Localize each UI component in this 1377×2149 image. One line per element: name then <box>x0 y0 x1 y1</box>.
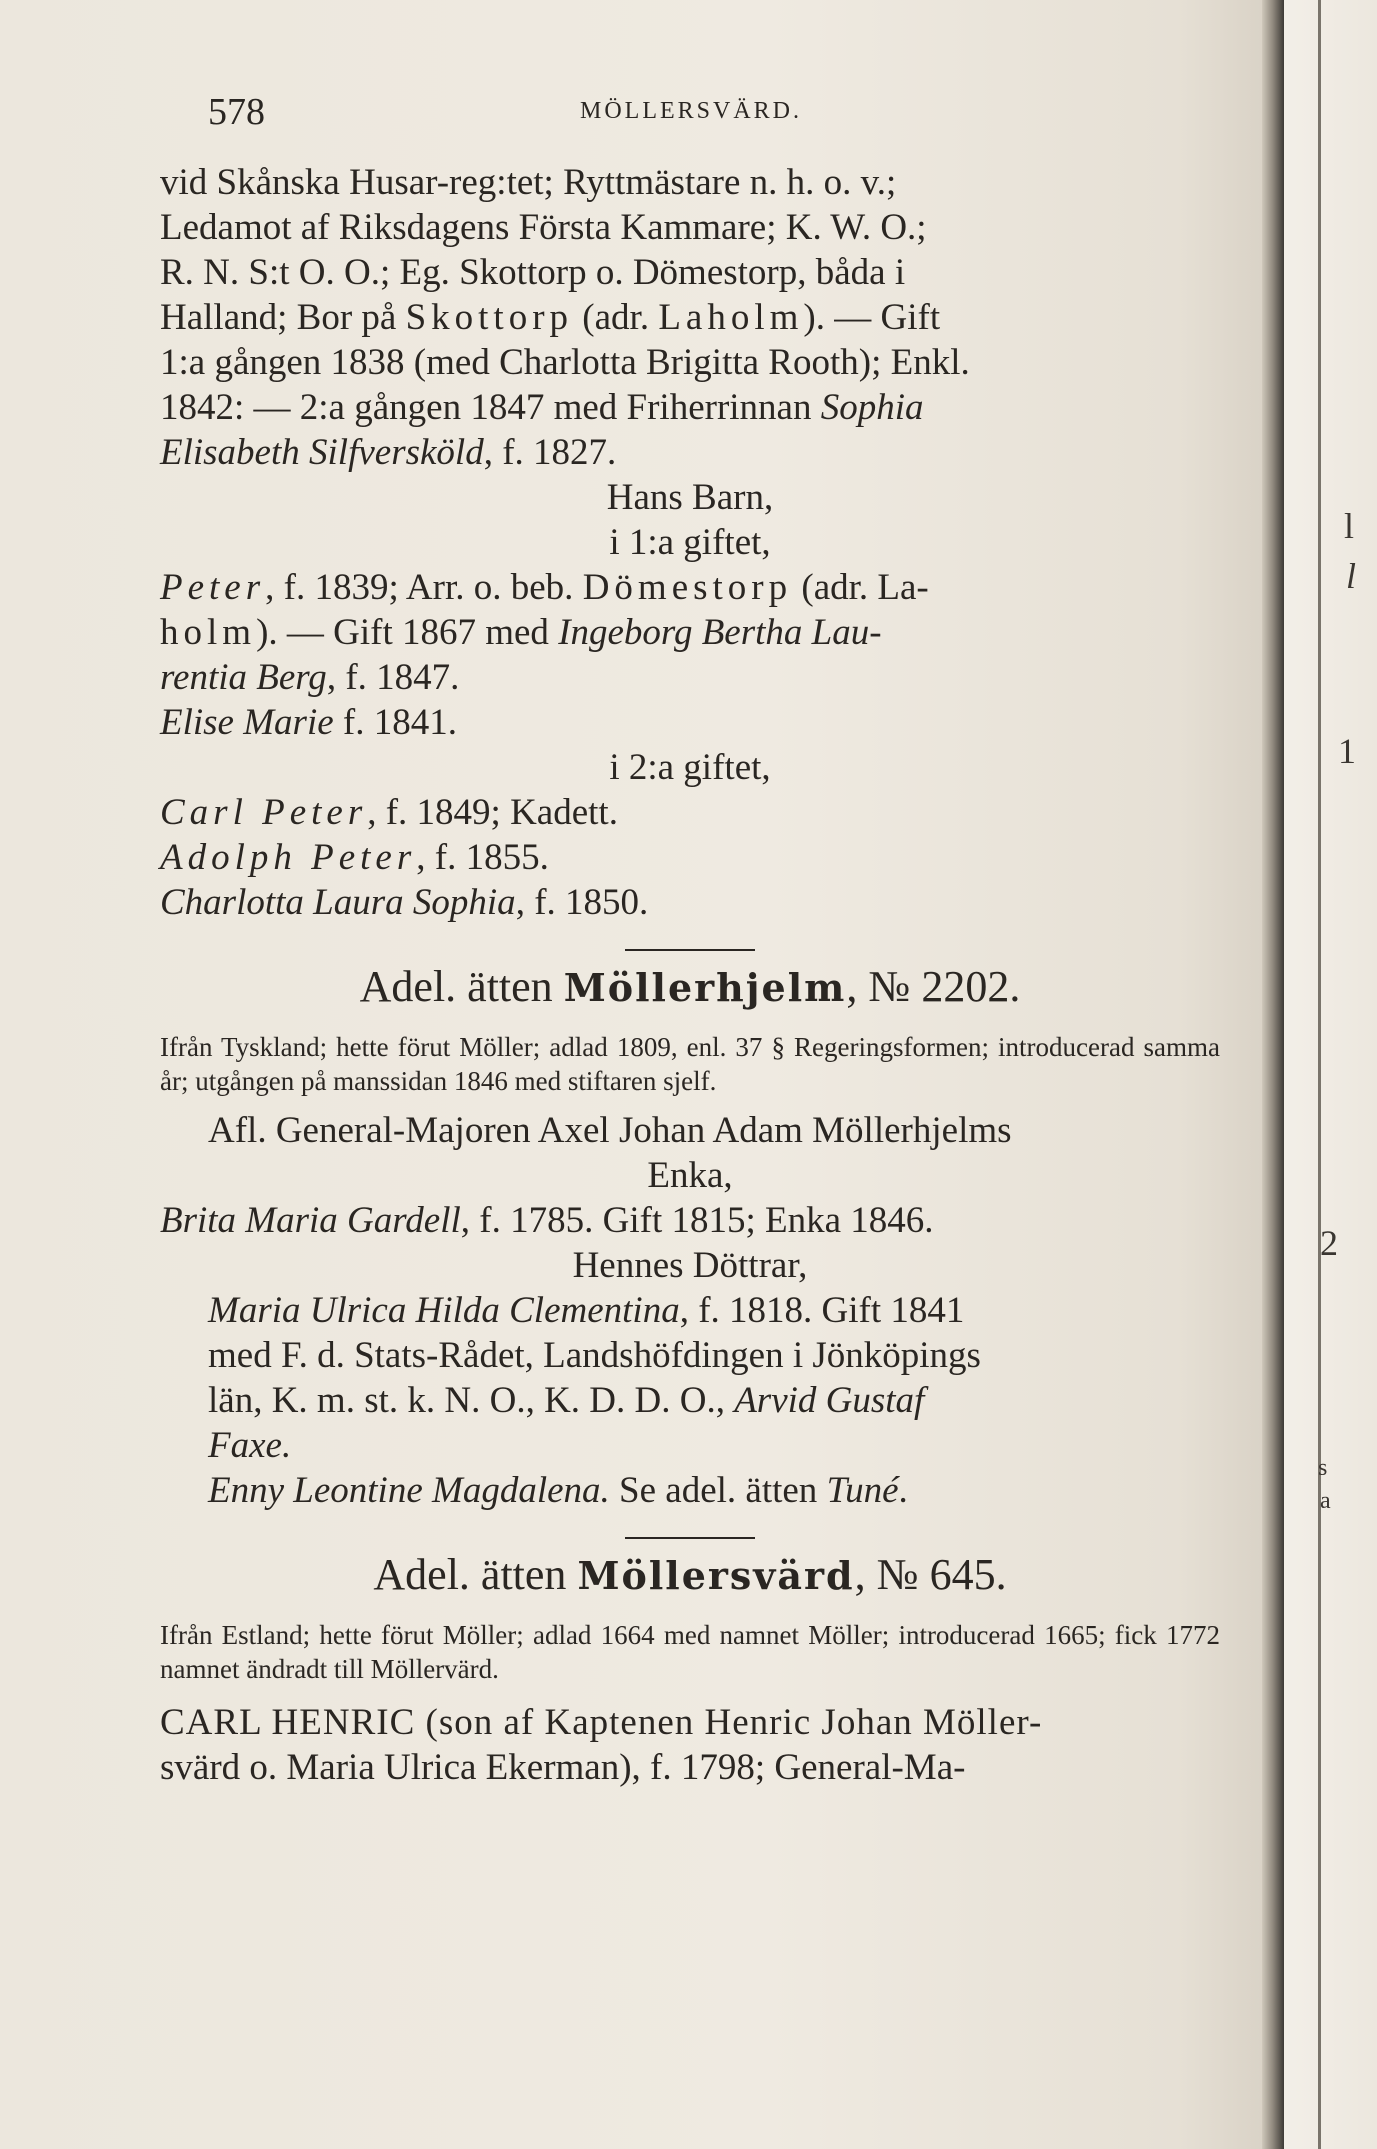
page-header <box>160 80 1220 150</box>
marriage-subheading: i 2:a giftet, <box>609 747 771 788</box>
text-line: Afl. General-Majoren Axel Johan Adam Möllerhjelms <box>208 1110 1012 1151</box>
subheading: Enka, <box>647 1155 733 1196</box>
text-line: med F. d. Stats-Rådet, Landshöfdingen i Jönköpings <box>208 1335 981 1376</box>
text-line: Maria Ulrica Hilda Clementina, f. 1818. Gift 1841 <box>208 1290 965 1331</box>
text-line: vid Skånska Husar-reg:tet; Ryttmästare n. h. o. v.; <box>160 162 897 203</box>
child-entry: Adolph Peter, f. 1855. <box>160 837 549 878</box>
edge-char: l <box>1344 506 1355 546</box>
children-heading: Hans Barn, <box>606 477 774 518</box>
text-line: Halland; Bor på Skottorp (adr. Laholm). — Gift <box>160 297 941 338</box>
child-entry: holm). — Gift 1867 med Ingeborg Bertha Lau- <box>160 612 882 653</box>
family-heading-mollerhjelm: Adel. ätten Möllerhjelm, № 2202. <box>359 962 1021 1011</box>
edge-char: a <box>1320 1488 1331 1514</box>
text-line: Faxe. <box>208 1425 292 1466</box>
text-line: Enny Leontine Magdalena. Se adel. ätten Tuné. <box>208 1470 908 1511</box>
marriage-subheading: i 1:a giftet, <box>609 522 771 563</box>
child-entry: Charlotta Laura Sophia, f. 1850. <box>160 882 649 923</box>
text-line: län, K. m. st. k. N. O., K. D. D. O., Arvid Gustaf <box>208 1380 925 1421</box>
child-entry: Peter, f. 1839; Arr. o. beb. Dömestorp (adr. La- <box>160 567 929 608</box>
section-divider <box>625 949 755 951</box>
child-entry: rentia Berg, f. 1847. <box>160 657 460 698</box>
text-line: Brita Maria Gardell, f. 1785. Gift 1815; Enka 1846. <box>160 1200 934 1241</box>
text-line: Elisabeth Silfversköld, f. 1827. <box>160 432 617 473</box>
edge-char: 2 <box>1320 1223 1338 1263</box>
text-line: R. N. S:t O. O.; Eg. Skottorp o. Dömestorp, båda i <box>160 252 906 293</box>
running-head: MÖLLERSVÄRD. <box>580 98 803 124</box>
edge-char: 1 <box>1338 731 1356 771</box>
edge-char: s <box>1318 1455 1328 1481</box>
facing-page-edge <box>1284 0 1377 2149</box>
entry-continuation <box>160 160 1220 925</box>
subheading: Hennes Döttrar, <box>572 1245 808 1286</box>
book-gutter <box>1262 0 1284 2149</box>
child-entry: Carl Peter, f. 1849; Kadett. <box>160 792 618 833</box>
edge-char: l <box>1346 556 1357 596</box>
family-entry <box>160 1700 1220 1790</box>
page-content <box>160 80 1220 1790</box>
family-intro: Ifrån Tyskland; hette förut Möller; adlad 1809, enl. 37 § Regeringsformen; introducerad samma år; utgången på manssidan 1846 med stiftaren sjelf. <box>160 1032 1220 1096</box>
text-line: svärd o. Maria Ulrica Ekerman), f. 1798; General-Ma- <box>160 1747 966 1788</box>
text-line: 1842: — 2:a gången 1847 med Friherrinnan Sophia <box>160 387 924 428</box>
text-line: 1:a gången 1838 (med Charlotta Brigitta Rooth); Enkl. <box>160 342 970 383</box>
section-divider <box>625 1537 755 1539</box>
page-number: 578 <box>208 91 265 133</box>
family-intro: Ifrån Estland; hette förut Möller; adlad 1664 med namnet Möller; introducerad 1665; fick 1772 namnet ändradt till Möllervärd. <box>160 1620 1220 1684</box>
child-entry: Elise Marie f. 1841. <box>160 702 457 743</box>
family-entry <box>160 1108 1220 1513</box>
text-line: Ledamot af Riksdagens Första Kammare; K. W. O.; <box>160 207 927 248</box>
facing-page-rule <box>1318 0 1321 2149</box>
text-line: CARL HENRIC (son af Kaptenen Henric Johan Möller- <box>160 1702 1043 1743</box>
family-heading-mollersvard: Adel. ätten Möllersvärd, № 645. <box>373 1550 1007 1599</box>
